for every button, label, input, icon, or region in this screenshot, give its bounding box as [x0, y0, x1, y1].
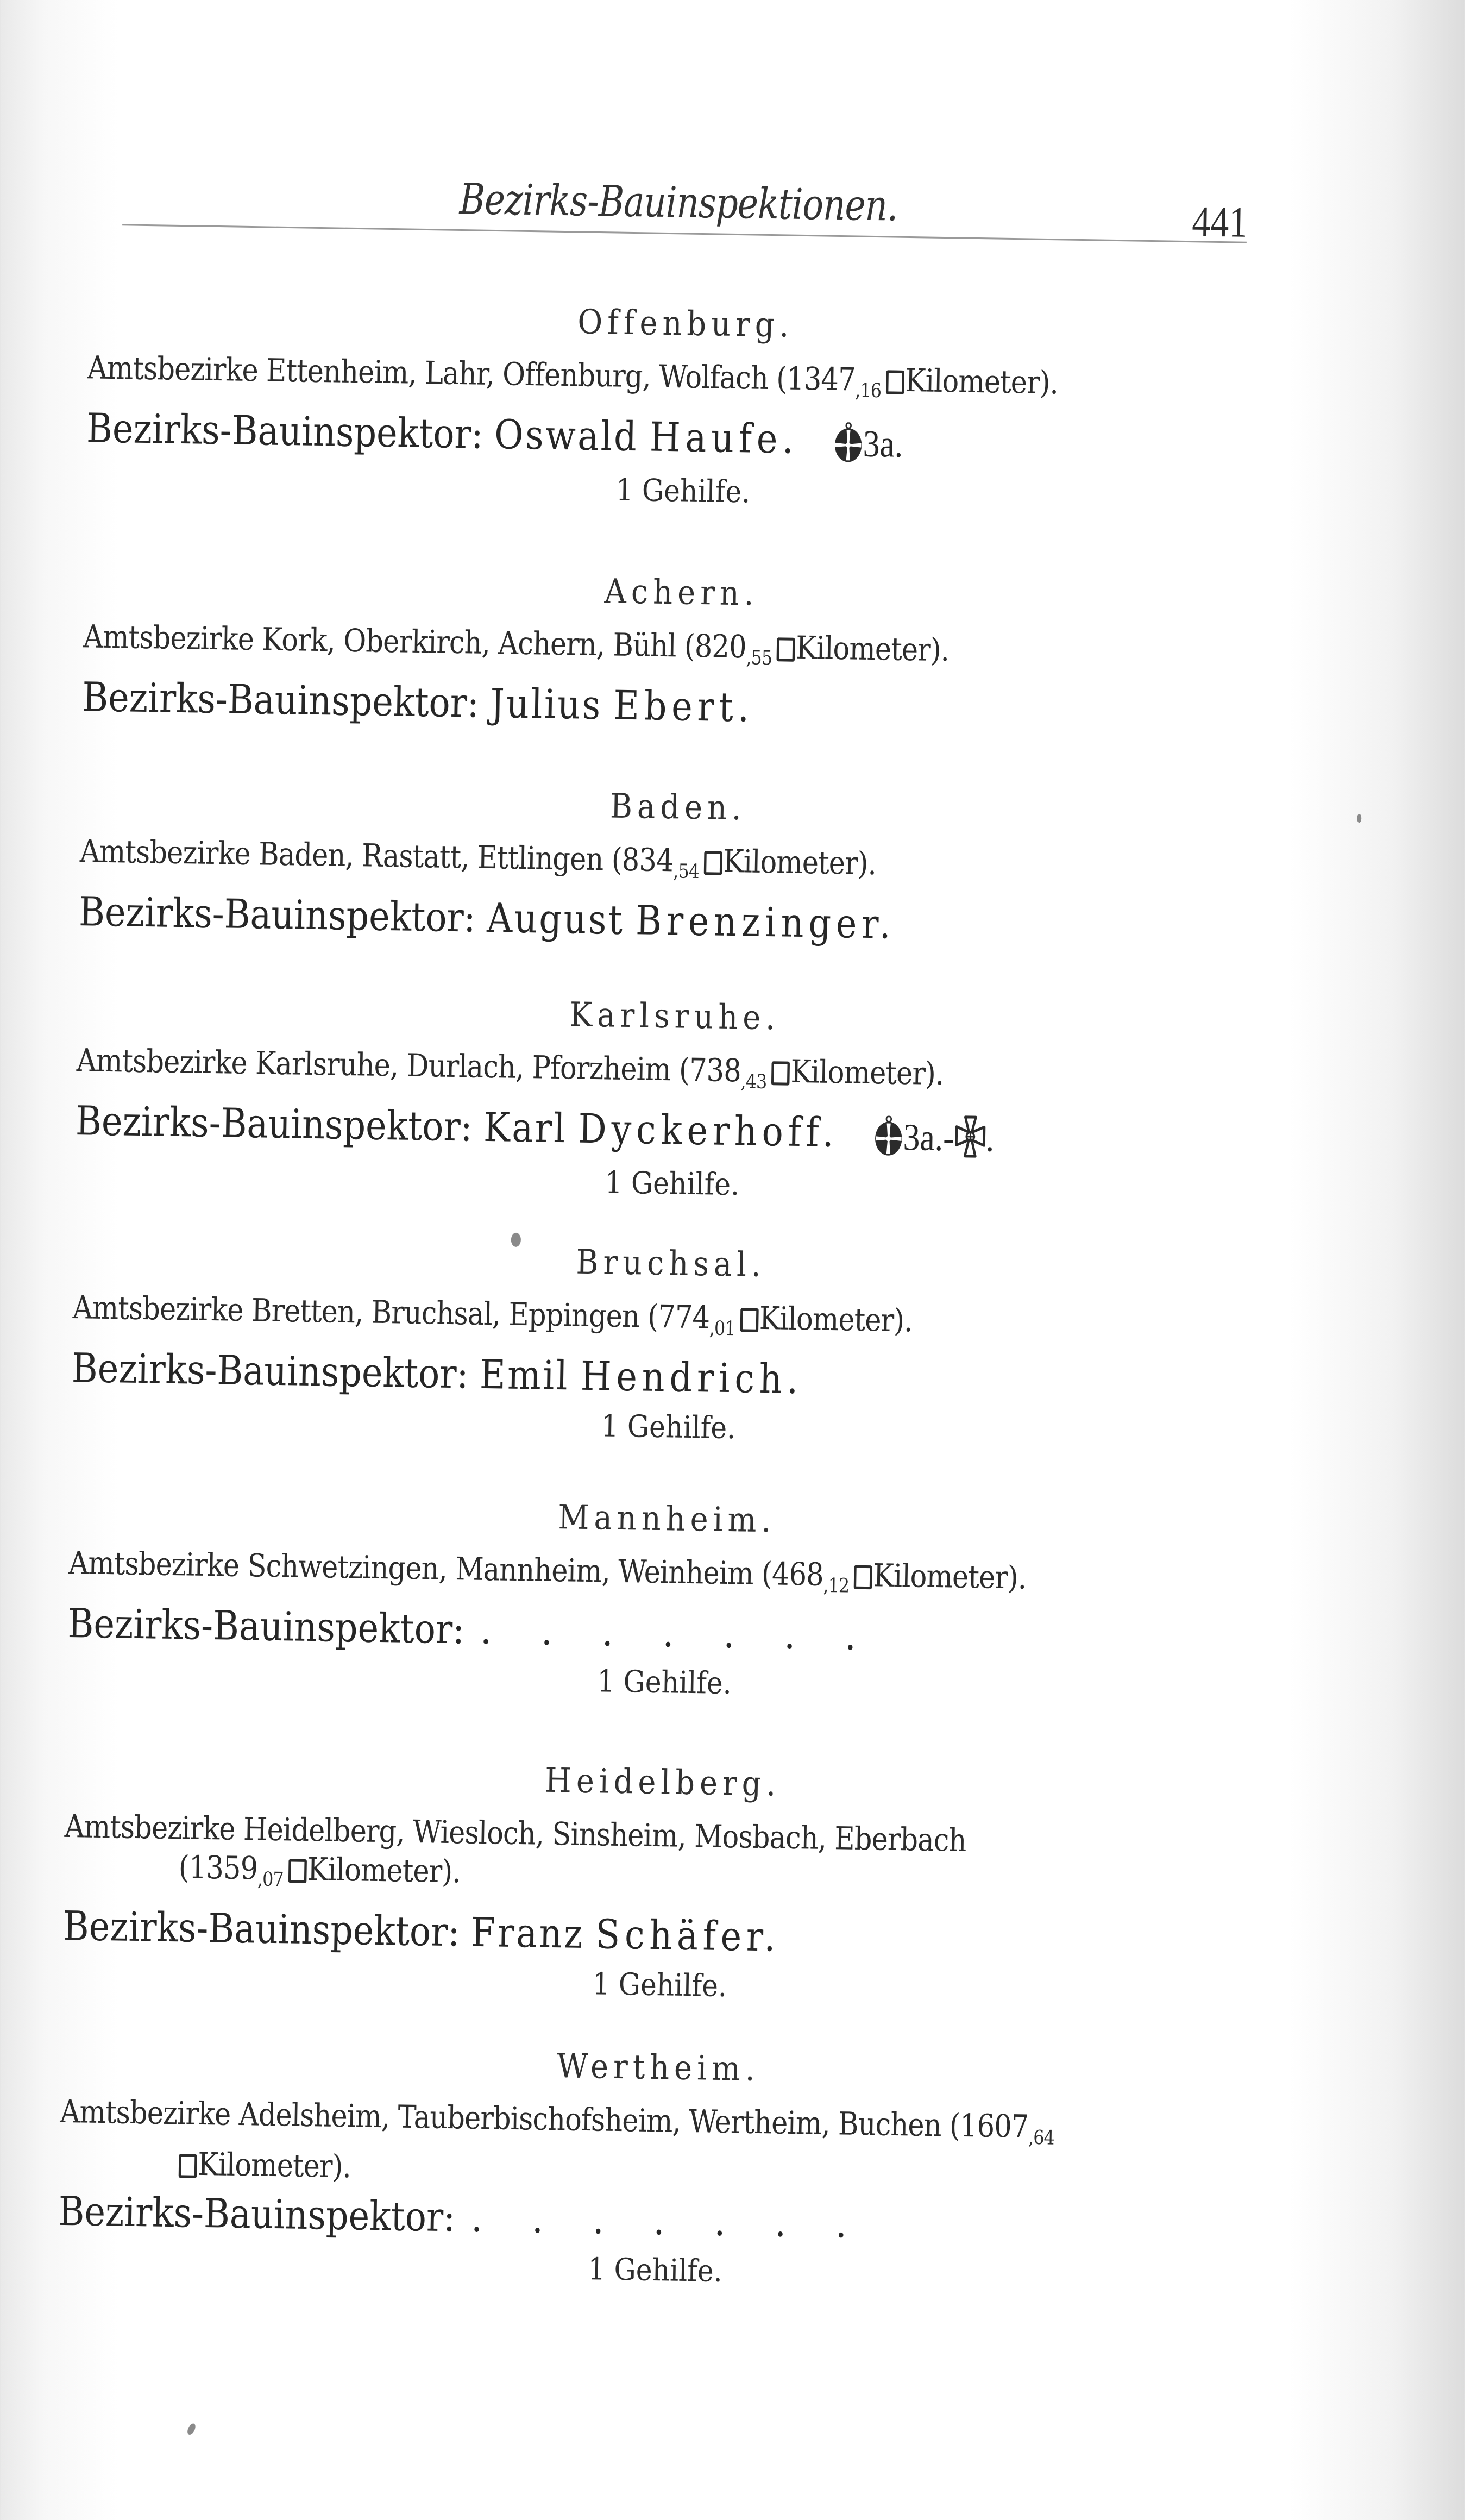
area-int: 1347 — [787, 360, 856, 398]
inspector-label: Bezirks-Bauinspektor: — [76, 1098, 473, 1150]
area: ($834_{,54}$ Kilometer). — [611, 841, 876, 882]
section-heidelberg — [62, 1753, 1261, 2013]
inspector-last-name: Hendrich. — [580, 1353, 803, 1403]
districts-prefix: Amtsbezirke — [79, 832, 250, 872]
area: ($1359_{,07}$ Kilometer). — [64, 1846, 1235, 1915]
area-unit: Kilometer — [759, 1300, 894, 1339]
inspector-first-name: Julius — [490, 680, 603, 729]
area-dec: ,01 — [709, 1317, 735, 1340]
inspector-line — [86, 404, 1257, 475]
page-number: 441 — [1192, 197, 1248, 248]
section-title: Mannheim. — [129, 1490, 1205, 1547]
inspector-last-name: Schäfer. — [595, 1911, 781, 1960]
inspector-last-name: Haufe. — [649, 414, 798, 463]
districts-list: Bretten, Bruchsal, Eppingen — [251, 1292, 639, 1334]
area-unit-line: Kilometer). — [59, 2142, 1231, 2200]
square-box-icon — [777, 637, 795, 662]
inspector-first-name: Karl — [483, 1104, 568, 1152]
area-dec: ,07 — [257, 1869, 284, 1891]
districts-prefix: Amtsbezirke — [60, 2093, 231, 2133]
inspector-label: Bezirks-Bauinspektor: — [79, 888, 476, 941]
districts-line — [59, 2092, 1231, 2200]
orders — [873, 1111, 995, 1163]
orders — [833, 418, 904, 469]
districts-prefix: Amtsbezirke — [87, 349, 258, 388]
assistant-count: 1 Gehilfe. — [130, 1401, 1206, 1453]
area-dec: ,12 — [823, 1575, 849, 1597]
districts-prefix: Amtsbezirke — [83, 618, 254, 657]
area-int: 820 — [694, 628, 746, 665]
order-class: 3a. — [863, 423, 903, 466]
assistant-count: 1 Gehilfe. — [122, 1959, 1198, 2011]
inspector-label: Bezirks-Bauinspektor: — [58, 2188, 456, 2241]
vacancy-placeholder: . . . . . . . — [471, 2195, 866, 2247]
area: ($1347_{,16}$ Kilometer). — [776, 360, 1059, 401]
square-box-icon — [288, 1859, 306, 1883]
districts-prefix: Amtsbezirke — [64, 1808, 235, 1847]
section-baden — [79, 778, 1276, 955]
area-dec: ,16 — [855, 379, 881, 402]
section-offenburg — [85, 294, 1284, 518]
running-head — [122, 170, 1253, 247]
section-bruchsal — [71, 1234, 1269, 1455]
area-dec: ,64 — [1028, 2127, 1054, 2149]
order-class: 3a.- — [903, 1117, 954, 1159]
inspector-first-name: Oswald — [494, 411, 639, 460]
inspector-label: Bezirks-Bauinspektor: — [62, 1903, 460, 1955]
area-int: 468 — [772, 1555, 824, 1593]
inspector-last-name: Dyckerhoff. — [578, 1106, 839, 1157]
inspector-line — [75, 1096, 1247, 1168]
inspector-first-name: Emil — [479, 1351, 569, 1400]
districts-list: Ettenheim, Lahr, Offenburg, Wolfach — [266, 352, 769, 397]
area-unit: Kilometer — [905, 362, 1040, 401]
area-dec: ,55 — [746, 647, 772, 669]
area: ($738_{,43}$ Kilometer). — [679, 1051, 944, 1093]
order-suffix: . — [985, 1118, 995, 1159]
inspector-first-name: Franz — [470, 1909, 584, 1958]
section-achern — [82, 563, 1279, 741]
area: ($820_{,55}$ Kilometer). — [684, 628, 949, 669]
section-title: Achern. — [143, 564, 1219, 620]
section-title: Heidelberg. — [125, 1754, 1201, 1810]
area-int: 834 — [621, 841, 674, 879]
square-box-icon — [740, 1308, 758, 1332]
inspector-label: Bezirks-Bauinspektor: — [71, 1345, 469, 1397]
assistant-count: 1 Gehilfe. — [117, 2245, 1193, 2297]
area-int: 738 — [689, 1051, 741, 1089]
districts-list: Heidelberg, Wiesloch, Sinsheim, Mosbach, Eberbach — [243, 1810, 966, 1859]
square-box-icon — [886, 370, 904, 394]
scan-smudge — [1357, 814, 1361, 823]
area: ($774_{,01}$ Kilometer). — [647, 1298, 913, 1339]
inspector-last-name: Brenzinger. — [636, 897, 896, 948]
section-wertheim — [58, 2038, 1256, 2298]
assistant-count: 1 Gehilfe. — [145, 465, 1221, 517]
area-unit: Kilometer — [198, 2146, 332, 2185]
districts-line — [64, 1807, 1236, 1915]
districts-list: Adelsheim, Tauberbischofsheim, Wertheim, Buchen — [238, 2096, 941, 2143]
square-box-icon — [179, 2154, 197, 2178]
area-dec: ,54 — [673, 860, 699, 883]
area-unit: Kilometer — [873, 1557, 1008, 1596]
section-mannheim — [67, 1489, 1265, 1710]
running-title: Bezirks-Bauinspektionen. — [459, 175, 898, 231]
area-int: 1359 — [188, 1849, 257, 1887]
section-karlsruhe — [74, 987, 1273, 1211]
inspector-label: Bezirks-Bauinspektor: — [86, 405, 484, 457]
area: ($1607_{,64}$ — [950, 2107, 1055, 2146]
military-merit-cross-icon — [954, 1115, 986, 1159]
area-unit: Kilometer — [790, 1053, 925, 1092]
scan-smudge — [186, 2422, 197, 2436]
square-box-icon — [854, 1565, 872, 1590]
districts-list: Kork, Oberkirch, Achern, Bühl — [262, 620, 676, 664]
inspector-label: Bezirks-Bauinspektor: — [82, 674, 480, 726]
districts-list: Baden, Rastatt, Ettlingen — [259, 835, 603, 877]
section-title: Baden. — [140, 779, 1216, 835]
vacancy-placeholder: . . . . . . . — [480, 1607, 876, 1659]
section-title: Bruchsal. — [133, 1235, 1209, 1292]
assistant-count: 1 Gehilfe. — [134, 1158, 1210, 1210]
section-title: Karlsruhe. — [137, 988, 1213, 1044]
square-box-icon — [704, 851, 722, 875]
section-title: Offenburg. — [148, 295, 1224, 352]
inspector-label: Bezirks-Bauinspektor: — [67, 1600, 465, 1653]
section-title: Wertheim. — [121, 2039, 1197, 2096]
districts-prefix: Amtsbezirke — [72, 1289, 243, 1328]
districts-prefix: Amtsbezirke — [68, 1544, 240, 1584]
area-int: 774 — [658, 1298, 710, 1336]
order-medal-icon — [833, 422, 864, 463]
inspector-last-name: Ebert. — [613, 682, 754, 731]
assistant-count: 1 Gehilfe. — [127, 1657, 1203, 1709]
districts-list: Schwetzingen, Mannheim, Weinheim — [247, 1547, 753, 1592]
square-box-icon — [771, 1061, 790, 1086]
area-unit: Kilometer — [307, 1851, 442, 1890]
area-unit: Kilometer — [796, 629, 930, 668]
area: ($468_{,12}$ Kilometer). — [761, 1555, 1026, 1596]
area-unit: Kilometer — [723, 843, 858, 882]
order-medal-icon — [873, 1115, 904, 1156]
inspector-first-name: August — [487, 895, 625, 944]
districts-list: Karlsruhe, Durlach, Pforzheim — [255, 1044, 671, 1088]
districts-prefix: Amtsbezirke — [76, 1042, 247, 1081]
area-dec: ,43 — [740, 1070, 766, 1093]
area-int: 1607 — [960, 2107, 1029, 2145]
